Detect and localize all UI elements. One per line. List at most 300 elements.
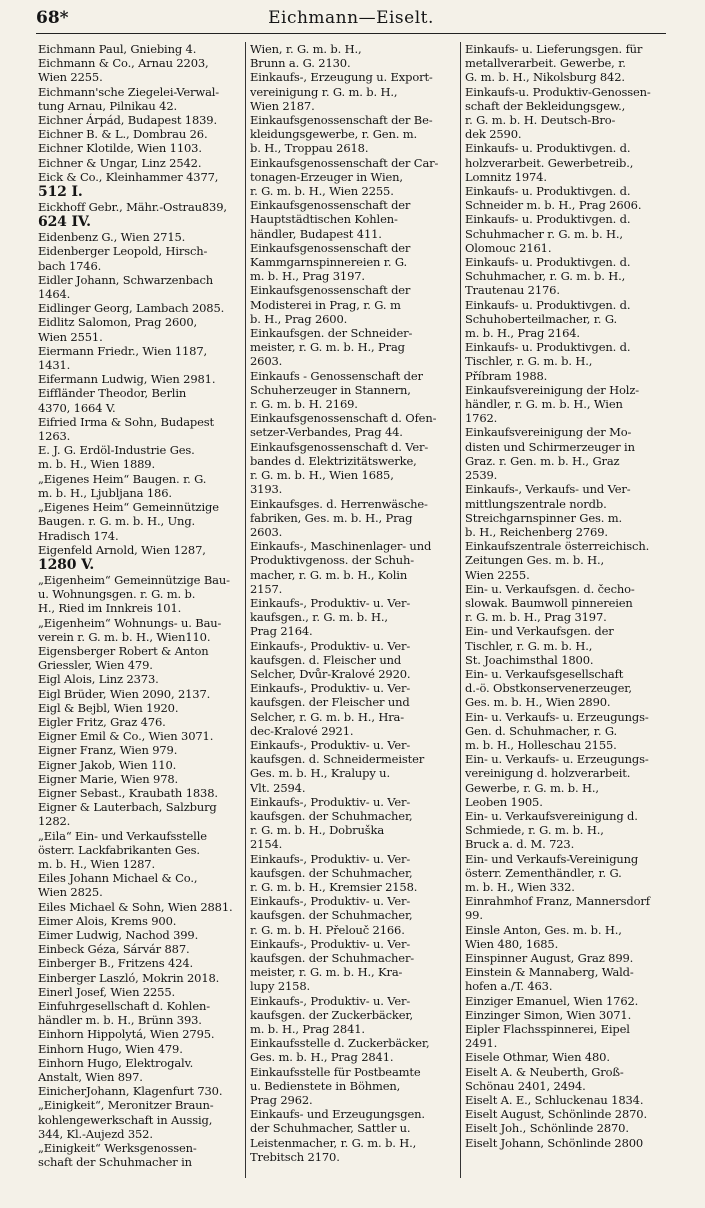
directory-entry <box>465 710 665 753</box>
directory-entry <box>38 786 240 800</box>
entry-line: Einkaufsgenossenschaft der <box>250 198 411 213</box>
directory-entry <box>465 1136 665 1150</box>
entry-line: Einkaufs-, Produktiv- u. Ver- <box>250 851 411 866</box>
entry-line: Eigner Jakob, Wien 110. <box>38 757 177 772</box>
entry-line: Ein- u. Verkaufs- u. Erzeugungs- <box>465 709 649 724</box>
directory-entry <box>465 923 665 951</box>
directory-entry <box>465 425 665 482</box>
directory-entry <box>465 965 665 993</box>
entry-line: Eiselt Joh., Schönlinde 2870. <box>465 1121 629 1136</box>
entry-line: Eichner Árpád, Budapest 1839. <box>38 113 217 128</box>
entry-line: Eichmann'sche Ziegelei-Verwal- <box>38 84 220 99</box>
entry-line: u. Wohnungsgen. r. G. m. b. <box>38 587 196 602</box>
entry-line: „Eigenes Heim“ Baugen. r. G. <box>38 471 207 486</box>
entry-line: G. m. b. H., Nikolsburg 842. <box>465 70 625 85</box>
entry-line: Ein- und Verkaufs-Vereinigung <box>465 851 639 866</box>
entry-line: 344, Kl.-Aujezd 352. <box>38 1126 153 1141</box>
directory-entry <box>250 198 455 241</box>
entry-line: Tischler, r. G. m. b. H., <box>465 638 593 653</box>
entry-line: E. J. G. Erdöl-Industrie Ges. <box>38 443 195 458</box>
entry-line: tung Arnau, Pilnikau 42. <box>38 98 177 113</box>
entry-line: 1282. <box>38 814 71 829</box>
entry-line: Einkaufsstelle d. Zuckerbäcker, <box>250 1036 430 1051</box>
directory-entry <box>38 1027 240 1041</box>
directory-entry <box>250 852 455 895</box>
directory-entry <box>250 1036 455 1064</box>
directory-entry <box>465 1065 665 1093</box>
entry-line: Wien 2187. <box>250 98 315 113</box>
entry-line: Eidlitz Salomon, Prag 2600, <box>38 315 197 330</box>
directory-entry <box>38 273 240 301</box>
directory-entry <box>38 687 240 701</box>
entry-line: Einkaufs-, Produktiv- u. Ver- <box>250 737 411 752</box>
entry-line: Wien 2551. <box>38 329 103 344</box>
directory-entry <box>38 170 240 200</box>
entry-line: 1431. <box>38 358 71 373</box>
directory-entry <box>465 184 665 212</box>
directory-entry <box>465 141 665 184</box>
entry-line: Einkaufs- u. Produktivgen. d. <box>465 184 631 199</box>
directory-entry <box>250 42 455 70</box>
directory-entry <box>38 616 240 644</box>
directory-entry <box>38 156 240 170</box>
entry-line: Eipler Flachsspinnerei, Eipel <box>465 1022 630 1037</box>
entry-line: Wien 2825. <box>38 885 103 900</box>
directory-entry <box>38 1098 240 1141</box>
entry-line: Einkaufs- u. Produktivgen. d. <box>465 255 631 270</box>
entry-line: Modisterei in Prag, r. G. m <box>250 297 401 312</box>
directory-entry <box>250 994 455 1037</box>
directory-entry <box>38 672 240 686</box>
entry-line: dek 2590. <box>465 127 522 142</box>
entry-line: Einspinner August, Graz 899. <box>465 951 634 965</box>
entry-line: Ges. m. b. H., Wien 2890. <box>465 695 611 710</box>
entry-line: Schneider m. b. H., Prag 2606. <box>465 198 642 213</box>
entry-line: Ein- u. Verkaufsvereinigung d. <box>465 808 638 823</box>
entry-line: bandes d. Elektrizitätswerke, <box>250 453 417 468</box>
directory-entry <box>250 440 455 497</box>
entry-line: Einkaufs-, Produktiv- u. Ver- <box>250 936 411 951</box>
directory-entry <box>38 928 240 942</box>
entry-line: Příbram 1988. <box>465 368 548 383</box>
entry-line: b. H., Prag 2600. <box>250 311 348 326</box>
directory-entry <box>465 582 665 625</box>
entry-line: Eiffländer Theodor, Berlin <box>38 386 187 401</box>
directory-entry <box>38 113 240 127</box>
entry-line: d.-ö. Obstkonservenerzeuger, <box>465 681 632 696</box>
entry-line: Gewerbe, r. G. m. b. H., <box>465 780 599 795</box>
directory-entry <box>465 1050 665 1064</box>
entry-line: Ein- und Verkaufsgen. der <box>465 624 614 639</box>
entry-line: Einkaufsstelle für Postbeamte <box>250 1064 421 1079</box>
entry-line: Schuhmacher, r. G. m. b. H., <box>465 269 626 284</box>
entry-line: „Einigkeit“, Meronitzer Braun- <box>38 1098 214 1113</box>
directory-entry <box>38 200 240 230</box>
column-divider <box>245 42 246 1178</box>
entry-line: „Eila“ Ein- und Verkaufsstelle <box>38 828 207 843</box>
entry-line: Eiselt A. E., Schluckenau 1834. <box>465 1093 644 1108</box>
directory-entry <box>250 681 455 738</box>
directory-entry <box>250 326 455 369</box>
directory-entry <box>250 639 455 682</box>
entry-line: Einkaufs- u. Produktivgen. d. <box>465 212 631 227</box>
entry-line: Trebitsch 2170. <box>250 1149 340 1164</box>
entry-line: Eimer Ludwig, Nachod 399. <box>38 927 199 942</box>
entry-line: Schuherzeuger in Stannern, <box>250 382 411 397</box>
entry-line: Eichner B. & L., Dombrau 26. <box>38 127 208 142</box>
directory-entry <box>465 951 665 965</box>
directory-entry <box>38 1084 240 1098</box>
entry-line: Eiselt Johann, Schönlinde 2800 <box>465 1135 644 1150</box>
entry-line: m. b. H., Wien 332. <box>465 879 575 894</box>
entry-line: Eifermann Ludwig, Wien 2981. <box>38 372 216 387</box>
entry-line: Einberger Laszló, Mokrin 2018. <box>38 970 220 985</box>
directory-entry <box>465 212 665 255</box>
entry-line: Einkaufs-, Produktiv- u. Ver- <box>250 993 411 1008</box>
entry-line: Wien 480, 1685. <box>465 936 559 951</box>
entry-line: m. b. H., Holleschau 2155. <box>465 737 617 752</box>
directory-entry <box>38 443 240 471</box>
entry-line: kaufsgen. der Schuhmacher, <box>250 908 413 923</box>
entry-line: schaft der Schuhmacher in <box>38 1155 192 1170</box>
directory-entry <box>38 301 240 315</box>
directory-entry <box>38 900 240 914</box>
directory-entry <box>38 56 240 84</box>
column-right <box>465 42 665 1182</box>
entry-line: „Eigenheim“ Gemeinnützige Bau- <box>38 572 230 587</box>
directory-entry <box>465 1107 665 1121</box>
directory-entry <box>250 283 455 326</box>
directory-entry <box>38 372 240 386</box>
entry-line: meister, r. G. m. b. H., Prag <box>250 340 405 355</box>
entry-line: Einkaufsgenossenschaft der <box>250 240 411 255</box>
entry-line: H., Ried im Innkreis 101. <box>38 601 182 616</box>
entry-line: Eigenfeld Arnold, Wien 1287, <box>38 542 206 557</box>
entry-line: Einkaufszentrale österreichisch. <box>465 539 650 554</box>
entry-line: r. G. m. b. H., Wien 1685, <box>250 468 394 483</box>
entry-line: Einziger Emanuel, Wien 1762. <box>465 993 639 1008</box>
entry-line: Eiselt A. & Neuberth, Groß- <box>465 1064 624 1079</box>
entry-line: Streichgarnspinner Ges. m. <box>465 510 623 525</box>
directory-entry <box>38 344 240 372</box>
entry-line: Eidenbenz G., Wien 2715. <box>38 230 186 245</box>
page-number: 68* <box>36 8 69 28</box>
entry-line: Selcher, Dvůr-Kralové 2920. <box>250 666 411 681</box>
entry-line: 2603. <box>250 524 283 539</box>
entry-line: kaufsgen. d. Schneidermeister <box>250 752 425 767</box>
entry-line: „Eigenheim“ Wohnungs- u. Bau- <box>38 615 222 630</box>
directory-entry <box>250 113 455 156</box>
entry-line: Schuhoberteilmacher, r. G. <box>465 311 617 326</box>
entry-line: Eidler Johann, Schwarzenbach <box>38 272 214 287</box>
entry-line: Eisele Othmar, Wien 480. <box>465 1050 610 1065</box>
entry-line: Eiermann Friedr., Wien 1187, <box>38 343 208 358</box>
entry-line: Eimer Alois, Krems 900. <box>38 913 177 928</box>
entry-line: Einkaufsgenossenschaft d. Ofen- <box>250 411 437 426</box>
entry-line: Eiselt August, Schönlinde 2870. <box>465 1107 647 1122</box>
entry-line: 4370, 1664 V. <box>38 400 116 415</box>
directory-entry <box>250 539 455 596</box>
header-rule <box>36 33 666 34</box>
entry-line: Zeitungen Ges. m. b. H., <box>465 553 604 568</box>
entry-line: österr. Zementhändler, r. G. <box>465 865 622 880</box>
directory-entry <box>465 482 665 539</box>
directory-entry <box>250 596 455 639</box>
entry-line: r. G. m. b. H., Prag 3197. <box>465 610 607 625</box>
entry-line: u. Bedienstete in Böhmen, <box>250 1078 401 1093</box>
entry-line: 1280 V. <box>38 556 95 573</box>
directory-entry <box>38 914 240 928</box>
entry-line: verein r. G. m. b. H., Wien110. <box>38 629 211 644</box>
entry-line: Eick & Co., Kleinhammer 4377, <box>38 169 219 184</box>
entry-line: händler, Budapest 411. <box>250 226 382 241</box>
running-title: Eichmann—Eiselt. <box>268 8 434 28</box>
directory-entry <box>38 701 240 715</box>
entry-line: Einkaufs-, Produktiv- u. Ver- <box>250 595 411 610</box>
entry-line: händler, r. G. m. b. H., Wien <box>465 397 623 412</box>
directory-entry <box>38 472 240 500</box>
entry-line: Einberger B., Fritzens 424. <box>38 956 194 971</box>
directory-entry <box>250 156 455 199</box>
entry-line: Ein- u. Verkaufsgen. d. čecho- <box>465 581 635 596</box>
directory-entry <box>465 894 665 922</box>
entry-line: Eichmann Paul, Gniebing 4. <box>38 42 197 56</box>
directory-entry <box>38 743 240 757</box>
entry-line: Einsle Anton, Ges. m. b. H., <box>465 922 622 937</box>
entry-line: Ges. m. b. H., Prag 2841. <box>250 1050 394 1065</box>
entry-line: kaufsgen. der Fleischer und <box>250 695 410 710</box>
column-middle <box>250 42 455 1182</box>
entry-line: m. b. H., Prag 2841. <box>250 1022 365 1037</box>
entry-line: 2491. <box>465 1036 498 1051</box>
entry-line: Eiles Michael & Sohn, Wien 2881. <box>38 899 233 914</box>
entry-line: Eichner Klotilde, Wien 1103. <box>38 141 202 156</box>
entry-line: der Schuhmacher, Sattler u. <box>250 1121 411 1136</box>
entry-line: r. G. m. b. H. 2169. <box>250 397 358 412</box>
directory-entry <box>38 971 240 985</box>
entry-line: Ein- u. Verkaufs- u. Erzeugungs- <box>465 752 649 767</box>
entry-line: m. b. H., Ljubljana 186. <box>38 485 172 500</box>
entry-line: Leoben 1905. <box>465 794 543 809</box>
entry-line: lupy 2158. <box>250 979 311 994</box>
directory-entry <box>250 795 455 852</box>
entry-line: Eiles Johann Michael & Co., <box>38 871 198 886</box>
directory-entry <box>38 1141 240 1169</box>
entry-line: Einkaufsvereinigung der Mo- <box>465 425 632 440</box>
entry-line: 2154. <box>250 837 283 852</box>
directory-entry <box>465 852 665 895</box>
entry-line: 2539. <box>465 468 498 483</box>
directory-entry <box>465 85 665 142</box>
directory-entry <box>38 956 240 970</box>
entry-line: Brunn a. G. 2130. <box>250 56 351 71</box>
entry-line: „Einigkeit“ Werksgenossen- <box>38 1141 197 1156</box>
directory-entry <box>465 1093 665 1107</box>
entry-line: Einkaufs- u. Produktivgen. d. <box>465 141 631 156</box>
directory-entry <box>38 758 240 772</box>
entry-line: Eigner Franz, Wien 979. <box>38 743 178 758</box>
entry-line: Baugen. r. G. m. b. H., Ung. <box>38 514 196 529</box>
directory-entry <box>465 340 665 383</box>
entry-line: Einzinger Simon, Wien 3071. <box>465 1007 632 1022</box>
entry-line: Einkaufs- u. Produktivgen. d. <box>465 297 631 312</box>
entry-line: Einkaufs- u. Produktivgen. d. <box>465 340 631 355</box>
entry-line: tonagen-Erzeuger in Wien, <box>250 169 403 184</box>
entry-line: Prag 2164. <box>250 624 313 639</box>
directory-entry <box>250 369 455 412</box>
entry-line: EinicherJohann, Klagenfurt 730. <box>38 1084 223 1099</box>
directory-entry <box>38 230 240 244</box>
entry-line: Ges. m. b. H., Kralupy u. <box>250 766 390 781</box>
entry-line: Schuhmacher r. G. m. b. H., <box>465 226 623 241</box>
directory-entry <box>250 241 455 284</box>
entry-line: m. b. H., Wien 1287. <box>38 856 155 871</box>
entry-line: Einrahmhof Franz, Mannersdorf <box>465 894 650 909</box>
entry-line: St. Joachimsthal 1800. <box>465 652 594 667</box>
directory-entry <box>38 386 240 414</box>
directory-entry <box>465 994 665 1008</box>
entry-line: Einkaufs-, Maschinenlager- und <box>250 539 432 554</box>
entry-line: Anstalt, Wien 897. <box>38 1070 143 1085</box>
directory-entry <box>38 942 240 956</box>
directory-entry <box>465 298 665 341</box>
entry-line: metallverarbeit. Gewerbe, r. <box>465 56 626 71</box>
entry-line: Einfuhrgesellschaft d. Kohlen- <box>38 999 210 1013</box>
directory-entry <box>465 752 665 809</box>
directory-entry <box>38 715 240 729</box>
entry-line: Eigner & Lauterbach, Salzburg <box>38 800 217 815</box>
entry-line: r. G. m. b. H., Kremsier 2158. <box>250 879 418 894</box>
entry-line: schaft der Bekleidungsgew., <box>465 98 626 113</box>
entry-line: Kammgarnspinnereien r. G. <box>250 255 408 270</box>
entry-line: Einkaufs-, Verkaufs- und Ver- <box>465 482 631 497</box>
directory-entry <box>465 1008 665 1022</box>
entry-line: b. H., Troppau 2618. <box>250 141 369 156</box>
entry-line: kaufsgen. der Schuhmacher, <box>250 808 413 823</box>
entry-line: vereinigung r. G. m. b. H., <box>250 84 398 99</box>
directory-entry <box>465 809 665 852</box>
entry-line: Eichner & Ungar, Linz 2542. <box>38 155 202 170</box>
entry-line: Einkaufs-, Produktiv- u. Ver- <box>250 638 411 653</box>
entry-line: Schönau 2401, 2494. <box>465 1078 586 1093</box>
entry-line: Eigner Emil & Co., Wien 3071. <box>38 729 214 744</box>
entry-line: setzer-Verbandes, Prag 44. <box>250 425 403 440</box>
entry-line: m. b. H., Prag 2164. <box>465 326 580 341</box>
entry-line: macher, r. G. m. b. H., Kolin <box>250 567 408 582</box>
directory-entry <box>38 415 240 443</box>
directory-entry <box>250 937 455 994</box>
entry-line: kleidungsgewerbe, r. Gen. m. <box>250 127 417 142</box>
directory-entry <box>465 539 665 582</box>
entry-line: Einerl Josef, Wien 2255. <box>38 984 175 999</box>
entry-line: Einstein & Mannaberg, Wald- <box>465 965 634 980</box>
entry-line: Einhorn Hugo, Wien 479. <box>38 1041 183 1056</box>
entry-line: Leistenmacher, r. G. m. b. H., <box>250 1135 417 1150</box>
entry-line: Einkaufsgenossenschaft der Car- <box>250 155 439 170</box>
directory-entry <box>465 255 665 298</box>
directory-entry <box>465 42 665 85</box>
directory-entry <box>38 729 240 743</box>
entry-line: m. b. H., Prag 3197. <box>250 269 365 284</box>
entry-line: Produktivgenoss. der Schuh- <box>250 553 414 568</box>
entry-line: Eigler Fritz, Graz 476. <box>38 714 166 729</box>
entry-line: b. H., Reichenberg 2769. <box>465 524 608 539</box>
entry-line: Hauptstädtischen Kohlen- <box>250 212 398 227</box>
entry-line: vereinigung d. holzverarbeit. <box>465 766 631 781</box>
entry-line: „Eigenes Heim“ Gemeinnützige <box>38 500 219 515</box>
entry-line: r. G. m. b. H. Přelouč 2166. <box>250 922 405 937</box>
entry-line: hofen a./T. 463. <box>465 979 553 994</box>
directory-entry <box>250 1065 455 1108</box>
entry-line: kaufsgen. d. Fleischer und <box>250 652 402 667</box>
entry-line: Eichmann & Co., Arnau 2203, <box>38 56 209 71</box>
entry-line: fabriken, Ges. m. b. H., Prag <box>250 510 413 525</box>
directory-entry <box>465 667 665 710</box>
entry-line: Eigl Brüder, Wien 2090, 2137. <box>38 686 211 701</box>
entry-line: Prag 2962. <box>250 1093 313 1108</box>
entry-line: Einhorn Hugo, Elektrogalv. <box>38 1055 194 1070</box>
entry-line: Einkaufsgenossenschaft d. Ver- <box>250 439 429 454</box>
entry-line: Ein- u. Verkaufsgesellschaft <box>465 666 624 681</box>
entry-line: kohlengewerkschaft in Aussig, <box>38 1112 213 1127</box>
entry-line: m. b. H., Wien 1889. <box>38 457 155 472</box>
entry-line: kaufsgen. der Schuhmacher- <box>250 951 415 965</box>
directory-entry <box>38 315 240 343</box>
entry-line: 1762. <box>465 411 498 426</box>
directory-entry <box>38 573 240 616</box>
directory-entry <box>465 1022 665 1050</box>
directory-entry <box>38 42 240 56</box>
directory-entry <box>38 244 240 272</box>
entry-line: kaufsgen. der Zuckerbäcker, <box>250 1007 413 1022</box>
column-divider <box>460 42 461 1178</box>
directory-entry <box>38 772 240 786</box>
entry-line: Einkaufsgen. der Schneider- <box>250 326 413 341</box>
entry-line: Wien 2255. <box>38 70 103 85</box>
entry-line: meister, r. G. m. b. H., Kra- <box>250 965 403 980</box>
page-header <box>36 6 666 30</box>
entry-line: 512 I. <box>38 184 83 201</box>
directory-entry <box>250 738 455 795</box>
column-left <box>38 42 240 1182</box>
directory-entry <box>38 1042 240 1056</box>
directory-entry <box>250 411 455 439</box>
entry-line: Einkaufs- und Erzeugungsgen. <box>250 1107 425 1122</box>
entry-line: 1464. <box>38 287 71 302</box>
directory-entry <box>38 127 240 141</box>
entry-line: Eifried Irma & Sohn, Budapest <box>38 414 215 429</box>
entry-line: händler m. b. H., Brünn 393. <box>38 1013 202 1028</box>
entry-line: Einkaufs-u. Produktiv-Genossen- <box>465 84 651 99</box>
entry-line: Trautenau 2176. <box>465 283 560 298</box>
entry-line: Olomouc 2161. <box>465 240 552 255</box>
entry-line: Einkaufsvereinigung der Holz- <box>465 382 639 397</box>
directory-entry <box>38 800 240 828</box>
entry-line: 2603. <box>250 354 283 369</box>
entry-line: Selcher, r. G. m. b. H., Hra- <box>250 709 404 724</box>
directory-entry <box>465 1121 665 1135</box>
entry-line: Tischler, r. G. m. b. H., <box>465 354 593 369</box>
entry-line: Hradisch 174. <box>38 528 119 543</box>
entry-line: r. G. m. b. H., Dobruška <box>250 823 385 838</box>
entry-line: Bruck a. d. M. 723. <box>465 837 575 852</box>
entry-line: Eickhoff Gebr., Mähr.-Ostrau839, <box>38 200 227 215</box>
entry-line: disten und Schirmerzeuger in <box>465 439 635 454</box>
directory-entry <box>38 985 240 999</box>
directory-entry <box>465 624 665 667</box>
entry-line: Eigner Marie, Wien 978. <box>38 771 179 786</box>
entry-line: 624 IV. <box>38 214 91 231</box>
